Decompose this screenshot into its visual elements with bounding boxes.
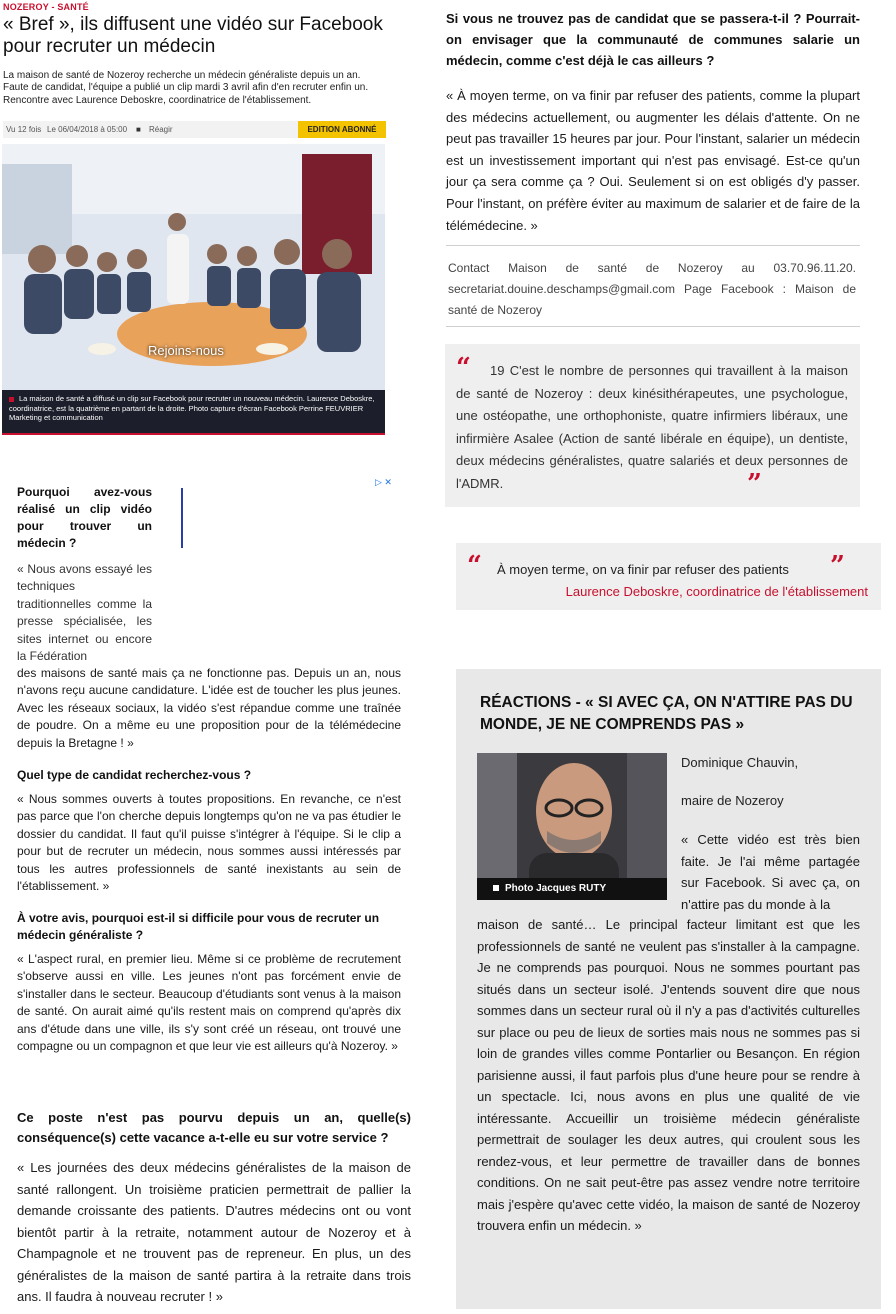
article-lead: La maison de santé de Nozeroy recherche un médecin généraliste depuis un an. Faute de candidat, l'équipe a publié un clip mardi 3 avril afin d'en recruter enfin un. Rencontre avec Laurence Deboskre, coordinatrice de l'établissement. [3, 70, 369, 106]
question-3: À votre avis, pourquoi est-il si difficile pour vous de recruter un médecin généraliste ? [17, 911, 380, 942]
answer-5: « À moyen terme, on va finir par refuser des patients, comme la plupart des médecins actuellement, ou augmenter les délais d'attente. On ne peut pas travailler 15 heures par jour. Pour l'instant, salarier un médecin est un investissement important qui n'est pas envisagé. Est-ce qu'un jour ça sera comme ça ? Oui. Seulement si on est obligés d'y passer. Pour l'instant, on préfère éviter au maximum de salarier et de faire de la télémédecine. » [446, 88, 860, 233]
comment-icon[interactable]: ■ [136, 125, 141, 134]
reaction-person-name: Dominique Chauvin, [681, 755, 799, 770]
mayor-photo[interactable] [477, 753, 667, 900]
question-2: Quel type de candidat recherchez-vous ? [17, 768, 252, 782]
answer-4: « Les journées des deux médecins généralistes de la maison de santé rallongent. Un troisième praticien permettrait de pallier la demande croissante des patients. D'autres médecins ont ou vont bientôt partir à la retraite, notamment autour de Nozeroy et à Champagnole et ne trouvent pas de repreneur. En plus, un des généralistes de la maison de santé partira à la retraite dans trois ans. Il faudra à nouveau recruter ! » [17, 1160, 411, 1304]
reaction-text-narrow: « Cette vidéo est très bien faite. Je l'ai même partagée sur Facebook. Si avec ça, on n'attire pas du monde à la [681, 832, 860, 912]
question-1: Pourquoi avez-vous réalisé un clip vidéo pour trouver un médecin ? [17, 485, 152, 550]
open-quote-icon: “ [456, 353, 471, 383]
react-link[interactable]: Réagir [149, 125, 173, 134]
article-rubric: NOZEROY - SANTÉ [3, 2, 89, 12]
caption-bullet-icon [9, 397, 14, 402]
reactions-title: RÉACTIONS - « SI AVEC ÇA, ON N'ATTIRE PAS DU MONDE, JE NE COMPRENDS PAS » [480, 694, 853, 733]
pull-open-quote-icon: “ [467, 551, 482, 581]
question-5: Si vous ne trouvez pas de candidat que se passera-t-il ? Pourrait-on envisager que la communauté de communes salarie un médecin, comme c'est déjà le cas ailleurs ? [446, 11, 860, 68]
publish-date: Le 06/04/2018 à 05:00 [47, 125, 128, 134]
photo-caption-text: La maison de santé a diffusé un clip sur Facebook pour recruter un nouveau médecin. Laurence Deboskre, coordinatrice, est la quatrième en partant de la droite. Photo capture d'écran Facebook Perrine FEUVRIER Marketing et communication [9, 394, 375, 422]
subscriber-badge: EDITION ABONNÉ [298, 121, 386, 138]
divider-bottom [446, 326, 860, 327]
reaction-person-role: maire de Nozeroy [681, 793, 784, 808]
answer-1-wrap: « Nous avons essayé les techniques traditionnelles comme la presse spécialisée, les sites internet ou encore la Fédération [17, 562, 152, 663]
fact-box [445, 344, 860, 507]
pull-quote-box [456, 543, 881, 610]
article-meta-bar [3, 121, 386, 138]
adchoices-icon[interactable]: ▷ ✕ [375, 477, 392, 487]
mayor-photo-caption [477, 878, 667, 900]
view-count: Vu 12 fois [6, 125, 42, 134]
divider-top [446, 245, 860, 246]
reaction-text: maison de santé… Le principal facteur limitant est que les professionnels de santé ne veulent pas s'installer à la campagne. Je ne comprends pas pourquoi. Nous ne sommes pourtant pas situés dans un secteur isolé. J'entends souvent dire que nous sommes dans un secteur rural où il n'y a pas d'activités culturelles sur place ou peu de lieux de sorties mais nous ne sommes pas si loin de grandes villes comme Pontarlier ou Besançon. En région parisienne aussi, il faut parfois plus d'une heure pour se rendre à un spectacle. Ici, nous avons en plus une qualité de vie intéressante. Accueillir un troisième médecin généraliste permettrait de soulager les deux autres, qui croulent sous les rendez-vous, et leur permettre de travailler dans de bonnes conditions. On ne sait peut-être pas assez vendre notre territoire mais j'espère qu'avec cette vidéo, la maison de santé de Nozeroy trouvera enfin un médecin. » [477, 917, 860, 1233]
answer-3: « L'aspect rural, en premier lieu. Même si ce problème de recrutement s'observe aussi en ville. Les jeunes n'ont pas forcément envie de s'installer dans le secteur. Beaucoup d'étudiants sont venus à la maison de santé. On aurait aimé qu'ils restent mais on comprend qu'après dix ans d'étude dans une ville, ils s'y sont créé un réseau, ont trouvé une compagne ou un compagnon et que leur vie est ailleurs qu'à Nozeroy. » [17, 952, 401, 1054]
ad-placeholder [181, 488, 183, 548]
photo-overlay-text: Rejoins-nous [148, 343, 224, 358]
close-quote-icon: ” [747, 469, 762, 499]
pull-quote-author: Laurence Deboskre, coordinatrice de l'établissement [565, 584, 868, 599]
pull-close-quote-icon: ” [830, 551, 845, 581]
question-4: Ce poste n'est pas pourvu depuis un an, quelle(s) conséquence(s) cette vacance a-t-elle eu sur votre service ? [17, 1110, 411, 1145]
article-title: « Bref », ils diffusent une vidéo sur Facebook pour recruter un médecin [3, 14, 383, 57]
fact-text: 19 C'est le nombre de personnes qui travaillent à la maison de santé de Nozeroy : deux kinésithérapeutes, une psychologue, une ostéopathe, une orthophoniste, quatre infirmiers libéraux, une infirmière Asalee (Action de santé libérale en équipe), un dentiste, deux médecins généralistes, quatre salariés et deux personnes de l'ADMR. [456, 363, 848, 491]
mayor-photo-credit: Photo Jacques RUTY [505, 883, 607, 894]
photo-caption [2, 390, 385, 435]
answer-2: « Nous sommes ouverts à toutes propositions. En revanche, ce n'est pas parce que l'on cherche depuis longtemps qu'on ne va pas étudier le dossier du candidat. Il faut qu'il puisse s'intégrer à l'équipe. Si le clip a pour but de recruter un médecin, nous sommes aussi intéressés par tous les autres professionnels de santé inexistants au sein de l'établissement. » [17, 792, 401, 894]
contact-info: Contact Maison de santé de Nozeroy au 03.70.96.11.20. secretariat.douine.deschamps@gmail.com Page Facebook : Maison de santé de Nozeroy [448, 261, 856, 317]
answer-1: des maisons de santé mais ça ne fonctionne pas. Depuis un an, nous n'avons reçu aucune candidature. L'idée est de toucher les plus jeunes. Avec les réseaux sociaux, la vidéo s'est répandue comme une traînée de poudre. On a même eu une proposition pour de la télémédecine depuis la Bretagne ! » [17, 666, 401, 750]
caption-square-icon [493, 885, 499, 891]
pull-quote-text: À moyen terme, on va finir par refuser des patients [497, 562, 789, 577]
